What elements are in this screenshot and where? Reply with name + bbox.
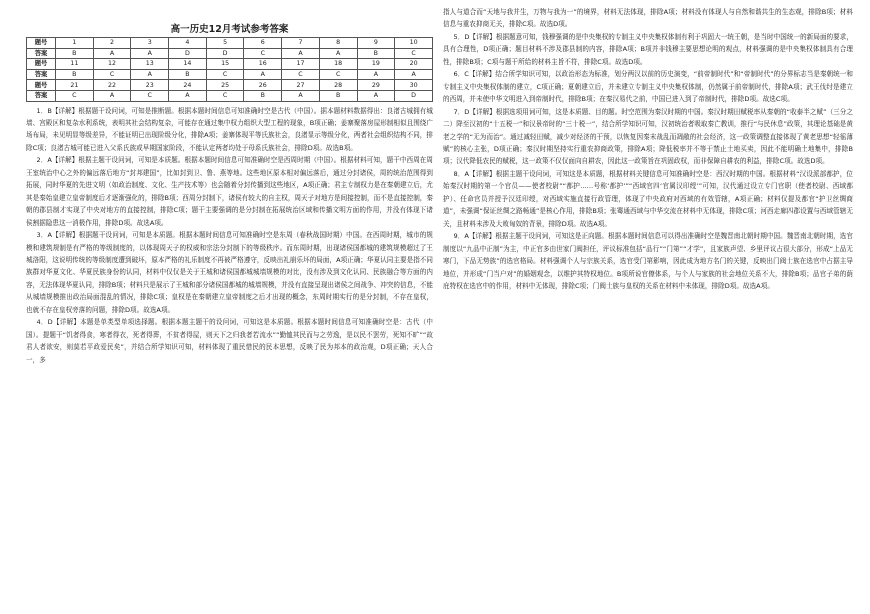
answer-table-cell: 9 xyxy=(357,38,395,49)
answer-table-cell: 12 xyxy=(93,59,131,70)
answer-explanation-paragraph: 6．C【详解】结合所学知识可知，以政治形态为标准，划分两汉以前的历史演变，“前帝制时代”和“帝制时代”的分界标志当是秦朝统一和专制主义中央集权体制的建立，C项正确；夏朝建立后，并未建立专制主义中央集权体制，仍然属于前帝制时代，排除A项；武王伐纣是建立的西周，并未使中华文明进入到帝制时代，排除B项；在秦汉易代之前，中国已进入到了帝制时代，排除D项。故选C项。 xyxy=(443,70,853,104)
answer-table-row xyxy=(27,69,433,80)
answer-table-cell: A xyxy=(244,69,282,80)
answer-table-cell: B xyxy=(56,48,94,59)
answer-table-row-label: 答案 xyxy=(27,69,56,80)
answer-table-cell: D xyxy=(206,48,244,59)
answer-table-row-label: 题号 xyxy=(27,59,56,70)
answer-table-cell: A xyxy=(282,90,320,101)
answer-table-cell: B xyxy=(319,90,357,101)
answer-table-cell: 6 xyxy=(244,38,282,49)
answer-table-cell: 4 xyxy=(169,38,207,49)
answer-table-cell: 17 xyxy=(282,59,320,70)
page-title: 高一历史12月考试参考答案 xyxy=(170,24,289,35)
answer-table-row-label: 题号 xyxy=(27,38,56,49)
answer-table-cell: C xyxy=(282,69,320,80)
answer-table-cell: 7 xyxy=(282,38,320,49)
answer-explanation-paragraph: 8．A【详解】根据主题干设问词，可知这是本质题，根据材料关键信息可知准确时空是：西汉时期的中国。根据材料“汉设派部都护，位始秦汉时期的第一个官员——使者校尉”“都护……号称‘都护’”“西域官四‘官属汉印绶’”可知，汉代通过设立专门官职（使者校尉、西域都护）、任命官员并授予汉廷印绶，对西域实施直接行政管理，体现了中央政府对西域的有效管辖，A项正确；材料仅提及都官“护卫丝绸商道”，未强调“保证丝绸之路畅通”是核心作用，排除B项；张骞通西域与中华交流在材料中无体现，排除C项；河西走廊四郡设置与西域管辖无关，且材料未涉及大败匈奴的背景，排除D项。故选A项。 xyxy=(443,169,853,228)
answer-table-cell: 13 xyxy=(131,59,169,70)
answer-table-cell: 24 xyxy=(169,80,207,91)
answer-table-cell: A xyxy=(93,90,131,101)
answer-table-cell: A xyxy=(131,48,169,59)
answer-table-cell: C xyxy=(56,90,94,101)
answer-table-cell: D xyxy=(395,90,433,101)
answer-explanation-paragraph: 4．D【详解】本题是单类型单项选择题。根据本题主题干的设问词，可知这是本质题。根据本题时间信息可知准确时空是：古代（中国）。提题干“饥者得食，寒者得衣，死者得葬，不贫者得屋，则天下之归我者若流水”“勤恤其民而与之劳逸，是以民不罢劳，死知不旷”“故君人者欲安，则莫若平政爱民矣”，并结合所学知识可知，材料体现了重民惜民的民本思想，反映了民为邦本的政治观，D项正确；天人合一，多 xyxy=(26,318,433,364)
answer-table-cell: A xyxy=(395,69,433,80)
answer-table-row-label: 答案 xyxy=(27,90,56,101)
answer-table-cell: 23 xyxy=(131,80,169,91)
answer-table-cell: C xyxy=(93,69,131,80)
answer-explanation-paragraph: 7．D【详解】根据选项用词可知，这是本质题、目的题。时空范围为秦汉时期的中国。秦汉时期田赋税率从秦朝的“收泰半之赋”（三分之二）降至汉初的“十五税一”和汉景帝时的“三十税一”，结合所学知识可知，汉初统治者吸取秦亡教训，推行“与民休息”政策，其理论基础是黄老之学的“无为而治”。通过减轻田赋，减少对经济的干预，以恢复因秦末战乱而凋敝的社会经济，这一政策调整直接体现了黄老思想“轻徭薄赋”的核心主张，D项正确；秦汉时期坚持实行重农抑商政策，排除A项；降低税率并不等于禁止土地买卖，因此不能明确土地集中，排除B项；汉代降低农民的赋税，这一政策不仅仅面向自耕农，因此这一政策旨在巩固政权，而非保障自耕农的利益，排除C项。故选D项。 xyxy=(443,107,853,166)
answer-table-cell: 3 xyxy=(131,38,169,49)
answer-table-cell: 15 xyxy=(206,59,244,70)
answer-explanation-paragraph: 2．A【详解】根据主题干设问词，可知是本质题。根据本题时间信息可知准确时空是西周时期（中国）。根据材料可知，题干中西周在周王室统治中心之外的偏远落后地方“封邦建国”，比如封到卫、鲁、燕等地。这些地区原本相对偏远落后，通过分封诸侯，周的统治范围得到拓展，同时华夏的先进文明（如政治制度、文化、生产技术等）也会随着分封传播到这些地区，A项正确；君主专制权力是在秦朝建立后，尤其是秦始皇建立皇帝制度后才逐渐强化的，排除B项；西周分封制下，诸侯有较大的自主权，周天子对地方是间接控制，而不是直接控制，秦朝的郡县制才实现了中央对地方的直接控制，排除C项；题干主要强调的是分封制在拓展统治区域和传播文明方面的作用，并没有体现下诸侯割据隐患这一消极作用，排除D项。故选A项。 xyxy=(26,156,433,227)
answer-table-cell: B xyxy=(56,69,94,80)
answer-table-cell: 28 xyxy=(319,80,357,91)
answer-table xyxy=(26,37,433,102)
answer-table-cell: C xyxy=(206,69,244,80)
answer-table-cell: 14 xyxy=(169,59,207,70)
right-text-block xyxy=(443,6,853,292)
left-column xyxy=(26,0,433,614)
answer-table-cell: D xyxy=(169,48,207,59)
answer-table-cell: A xyxy=(357,90,395,101)
answer-explanation-paragraph: 3．A【详解】根据题干设问词，可知是本质题。根据本题时间信息可知准确时空是东周（春秋战国时期）中国。在西周时期，城市的规模和建筑规制是有严格的等级制度的，以体现周天子的权威和宗法分封制下的等级秩序。而东周时期，出现诸侯国都城的建筑规模超过了王城洛阳，这说明传统的等级制度遭到破坏，原本严格的礼乐制度不再被严格遵守，反映出礼崩乐坏的局面，A项正确；华夏认同主要是指不同族群对华夏文化、华夏民族身份的认同，材料中仅仅是关于王城和诸侯国都城城墙规模的对比，没有涉及到文化认同、民族融合等方面的内容，无法体现华夏认同，排除B项；材料只是展示了王城和部分诸侯国都城的城墙规模，并没有直接呈现出诸侯之间战争、冲突的信息，不能从城墙规模推出政治局面混乱的情况，排除C项；皇权是在秦朝建立皇帝制度之后才出现的概念，东周时期实行的是分封制，不存在皇权，也就不存在皇权旁落的问题，排除D项。故选A项。 xyxy=(26,231,433,314)
answer-table-cell: 26 xyxy=(244,80,282,91)
answer-table-row xyxy=(27,90,433,101)
answer-table-row-label: 答案 xyxy=(27,48,56,59)
answer-explanation-paragraph: 1．B【详解】根据题干设问词，可知是推断题。根据本题时间信息可知准确时空是古代（中国）。据本题材料数据得出：良渚古城拥有城墙、宫殿区和复杂水利系统，表明其社会结构复杂，可能存在通过集中权力组织大型工程的现象，B项正确；姜寨聚落房屋形制相似且围绕广场布局，未见明显等级差异，不能证明已出现阶级分化，排除A项；姜寨体现平等氏族社会，良渚显示等级分化，两者社会组织结构不同，排除C项；良渚古城可能已进入父系氏族或早期国家阶段，不能认定两者均处于母系氏族社会，排除D项。故选B项。 xyxy=(26,106,433,152)
answer-table-cell: 19 xyxy=(357,59,395,70)
answer-table-cell: 30 xyxy=(395,80,433,91)
answer-table-row xyxy=(27,59,433,70)
answer-table-cell: 18 xyxy=(319,59,357,70)
answer-table-cell: 5 xyxy=(206,38,244,49)
right-column xyxy=(443,0,853,614)
answer-table-cell: 2 xyxy=(93,38,131,49)
answer-table-cell: A xyxy=(282,48,320,59)
answer-table-cell: 10 xyxy=(395,38,433,49)
answer-table-row xyxy=(27,48,433,59)
answer-table-cell: 11 xyxy=(56,59,94,70)
answer-table-row xyxy=(27,38,433,49)
answer-table-cell: C xyxy=(244,48,282,59)
answer-table-cell: A xyxy=(169,90,207,101)
answer-table-cell: A xyxy=(319,48,357,59)
answer-table-cell: A xyxy=(357,69,395,80)
answer-table-cell: C xyxy=(206,90,244,101)
answer-table-cell: B xyxy=(169,69,207,80)
answer-table-cell: 1 xyxy=(56,38,94,49)
answer-table-row xyxy=(27,80,433,91)
answer-explanation-paragraph: 5．D【详解】根据题意可知，钱穆强调的是中央集权的专制主义中央集权体制有利于巩固大一统王朝，是当时中国统一的新局面的要求，具有合理性，D项正确；题目材料不涉及郡县制的内容，排除A项；B项并非钱穆主要思想论明的观点，材料强调的是中央集权体制具有合理性，排除B项；C项与题干所给的材料主旨不符，排除C项。故选D项。 xyxy=(443,32,853,66)
answer-table-cell: A xyxy=(93,48,131,59)
answer-explanation-paragraph: 指人与道合而“天地与我并生，万物与我为一”的境界，材料无法体现，排除A项；材料没有体现人与自然和谐共生的生态观，排除B项；材料信息与重农抑商无关，排除C项。故选D项。 xyxy=(443,8,853,29)
answer-explanation-paragraph: 9．A【详解】根据主题干设问词，可知这是正向题。根据本题时间信息可以得出准确时空是魏晋南北朝时期中国。魏晋南北朝时期，选官制度以“九品中正制”为主，中正官多由世家门阀担任，评议标准包括“品行”“门第”“才学”，且家族声望、乡里评议占很大部分，形成“上品无寒门，下品无势族”的选官格局。材料强调个人与宗族关系，选官受门第影响，因此成为地方名门的关键，反映出门阀士族在选官中占据主导地位，并形成“门当户对”的婚姻观念，以维护其特权地位。B项所说官僚体系，与个人与家族的社会地位关系不大，排除B项；品官子弟的荫庇特权在选官中的作用，材料中无体现，排除C项；门阀士族与皇权的关系在材料中未体现，排除D项。故选A项。 xyxy=(443,232,853,290)
answer-table-cell: A xyxy=(131,69,169,80)
answer-table-cell: 21 xyxy=(56,80,94,91)
answer-table-cell: 20 xyxy=(395,59,433,70)
left-text-block xyxy=(26,105,433,367)
answer-table-row-label: 题号 xyxy=(27,80,56,91)
answer-table-cell: 16 xyxy=(244,59,282,70)
answer-table-cell: C xyxy=(131,90,169,101)
answer-table-cell: B xyxy=(244,90,282,101)
answer-table-cell: 27 xyxy=(282,80,320,91)
answer-table-cell: 8 xyxy=(319,38,357,49)
answer-table-cell: 22 xyxy=(93,80,131,91)
answer-table-cell: 29 xyxy=(357,80,395,91)
answer-table-cell: 25 xyxy=(206,80,244,91)
answer-table-cell: C xyxy=(319,69,357,80)
answer-table-cell: C xyxy=(395,48,433,59)
answer-table-cell: B xyxy=(357,48,395,59)
